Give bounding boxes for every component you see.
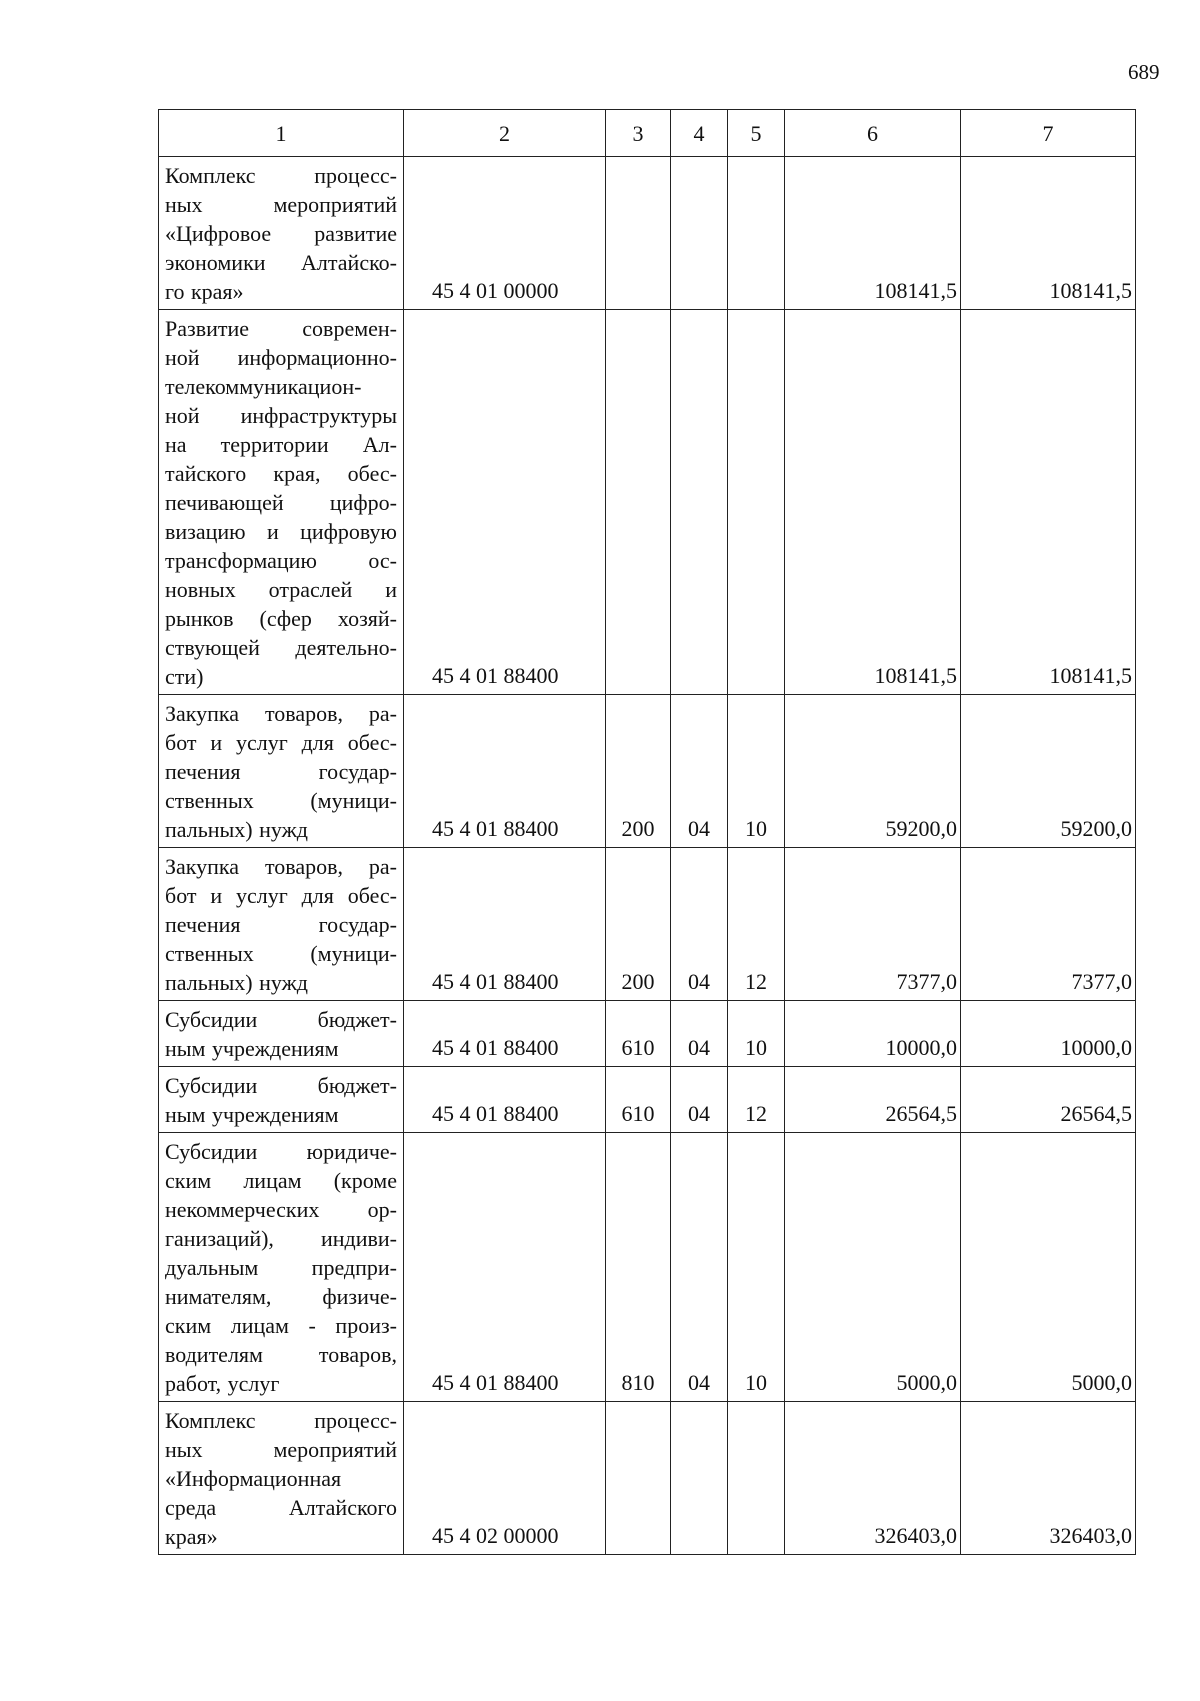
table-row: [159, 1402, 1136, 1555]
amount-cell: 10000,0: [785, 1001, 961, 1067]
name-line: ствующей деятельно-: [165, 635, 397, 660]
name-cell: [159, 848, 404, 1001]
name-line: сти): [165, 664, 204, 689]
table-row: [159, 695, 1136, 848]
column-header: 1: [159, 110, 404, 157]
name-line: Комплекс процесс-: [165, 1408, 397, 1433]
name-line: печения государ-: [165, 759, 397, 784]
name-line: бот и услуг для обес-: [165, 730, 397, 755]
code-cell: 45 4 01 88400: [404, 1001, 606, 1067]
name-line: Субсидии юридиче-: [165, 1139, 397, 1164]
name-line: новных отраслей и: [165, 577, 397, 602]
expense-type-cell: [606, 310, 671, 695]
code-cell: 45 4 01 88400: [404, 310, 606, 695]
name-cell: [159, 1402, 404, 1555]
section-cell: [671, 1402, 728, 1555]
name-line: трансформацию ос-: [165, 548, 397, 573]
name-line: некоммерческих ор-: [165, 1197, 397, 1222]
name-line: Закупка товаров, ра-: [165, 854, 397, 879]
name-cell: [159, 310, 404, 695]
name-line: ским лицам - произ-: [165, 1313, 397, 1338]
column-header: 4: [671, 110, 728, 157]
name-line: ным учреждениям: [165, 1102, 339, 1127]
name-line: ной инфраструктуры: [165, 403, 397, 428]
name-line: ским лицам (кроме: [165, 1168, 397, 1193]
amount-cell: 26564,5: [785, 1067, 961, 1133]
section-cell: [671, 310, 728, 695]
name-cell: [159, 1133, 404, 1402]
subsection-cell: 12: [728, 1067, 785, 1133]
code-cell: 45 4 01 88400: [404, 1067, 606, 1133]
subsection-cell: [728, 157, 785, 310]
name-line: среда Алтайского: [165, 1495, 397, 1520]
code-cell: 45 4 01 88400: [404, 1133, 606, 1402]
name-line: пальных) нужд: [165, 817, 309, 842]
name-cell: [159, 1067, 404, 1133]
table-row: [159, 848, 1136, 1001]
name-line: «Цифровое развитие: [165, 221, 397, 246]
code-cell: 45 4 01 00000: [404, 157, 606, 310]
name-line: ных мероприятий: [165, 192, 397, 217]
table-row: [159, 157, 1136, 310]
name-line: Субсидии бюджет-: [165, 1007, 397, 1032]
name-line: края»: [165, 1524, 218, 1549]
name-line: пальных) нужд: [165, 970, 309, 995]
table-body: [159, 157, 1136, 1555]
subsection-cell: 10: [728, 695, 785, 848]
subsection-cell: 12: [728, 848, 785, 1001]
name-line: печивающей цифро-: [165, 490, 397, 515]
section-cell: [671, 157, 728, 310]
amount-cell: 26564,5: [961, 1067, 1136, 1133]
table-row: [159, 1001, 1136, 1067]
subsection-cell: [728, 310, 785, 695]
section-cell: 04: [671, 695, 728, 848]
column-header: 6: [785, 110, 961, 157]
name-cell: [159, 1001, 404, 1067]
section-cell: 04: [671, 1001, 728, 1067]
name-line: «Информационная: [165, 1466, 342, 1491]
amount-cell: 59200,0: [785, 695, 961, 848]
subsection-cell: [728, 1402, 785, 1555]
name-line: ной информационно-: [165, 345, 397, 370]
name-line: тайского края, обес-: [165, 461, 397, 486]
name-line: нимателям, физиче-: [165, 1284, 397, 1309]
name-line: экономики Алтайско-: [165, 250, 397, 275]
name-line: на территории Ал-: [165, 432, 397, 457]
name-line: Комплекс процесс-: [165, 163, 397, 188]
section-cell: 04: [671, 848, 728, 1001]
subsection-cell: 10: [728, 1001, 785, 1067]
name-line: ным учреждениям: [165, 1036, 339, 1061]
name-line: го края»: [165, 279, 244, 304]
amount-cell: 326403,0: [961, 1402, 1136, 1555]
name-line: водителям товаров,: [165, 1342, 397, 1367]
column-header: 5: [728, 110, 785, 157]
column-header: 3: [606, 110, 671, 157]
table-header-row: [159, 110, 1136, 157]
expense-type-cell: 610: [606, 1067, 671, 1133]
name-cell: [159, 157, 404, 310]
name-line: дуальным предпри-: [165, 1255, 397, 1280]
section-cell: 04: [671, 1067, 728, 1133]
code-cell: 45 4 01 88400: [404, 848, 606, 1001]
expense-type-cell: 200: [606, 695, 671, 848]
column-header: 7: [961, 110, 1136, 157]
name-line: ственных (муници-: [165, 941, 397, 966]
name-line: печения государ-: [165, 912, 397, 937]
name-line: визацию и цифровую: [165, 519, 397, 544]
name-line: бот и услуг для обес-: [165, 883, 397, 908]
code-cell: 45 4 02 00000: [404, 1402, 606, 1555]
name-line: телекоммуникацион-: [165, 374, 362, 399]
amount-cell: 108141,5: [785, 310, 961, 695]
name-cell: [159, 695, 404, 848]
subsection-cell: 10: [728, 1133, 785, 1402]
table-row: [159, 1067, 1136, 1133]
expense-type-cell: [606, 1402, 671, 1555]
name-line: Развитие современ-: [165, 316, 397, 341]
name-line: Закупка товаров, ра-: [165, 701, 397, 726]
amount-cell: 5000,0: [785, 1133, 961, 1402]
budget-table: [158, 109, 1136, 1555]
table-row: [159, 1133, 1136, 1402]
name-line: ственных (муници-: [165, 788, 397, 813]
amount-cell: 326403,0: [785, 1402, 961, 1555]
section-cell: 04: [671, 1133, 728, 1402]
amount-cell: 7377,0: [785, 848, 961, 1001]
name-line: ных мероприятий: [165, 1437, 397, 1462]
amount-cell: 5000,0: [961, 1133, 1136, 1402]
code-cell: 45 4 01 88400: [404, 695, 606, 848]
amount-cell: 10000,0: [961, 1001, 1136, 1067]
amount-cell: 108141,5: [785, 157, 961, 310]
amount-cell: 108141,5: [961, 310, 1136, 695]
amount-cell: 59200,0: [961, 695, 1136, 848]
table-row: [159, 310, 1136, 695]
name-line: рынков (сфер хозяй-: [165, 606, 397, 631]
amount-cell: 7377,0: [961, 848, 1136, 1001]
page-number: 689: [1128, 60, 1160, 84]
name-line: ганизаций), индиви-: [165, 1226, 397, 1251]
expense-type-cell: 200: [606, 848, 671, 1001]
name-line: Субсидии бюджет-: [165, 1073, 397, 1098]
amount-cell: 108141,5: [961, 157, 1136, 310]
expense-type-cell: 810: [606, 1133, 671, 1402]
expense-type-cell: [606, 157, 671, 310]
expense-type-cell: 610: [606, 1001, 671, 1067]
name-line: работ, услуг: [165, 1371, 280, 1396]
column-header: 2: [404, 110, 606, 157]
